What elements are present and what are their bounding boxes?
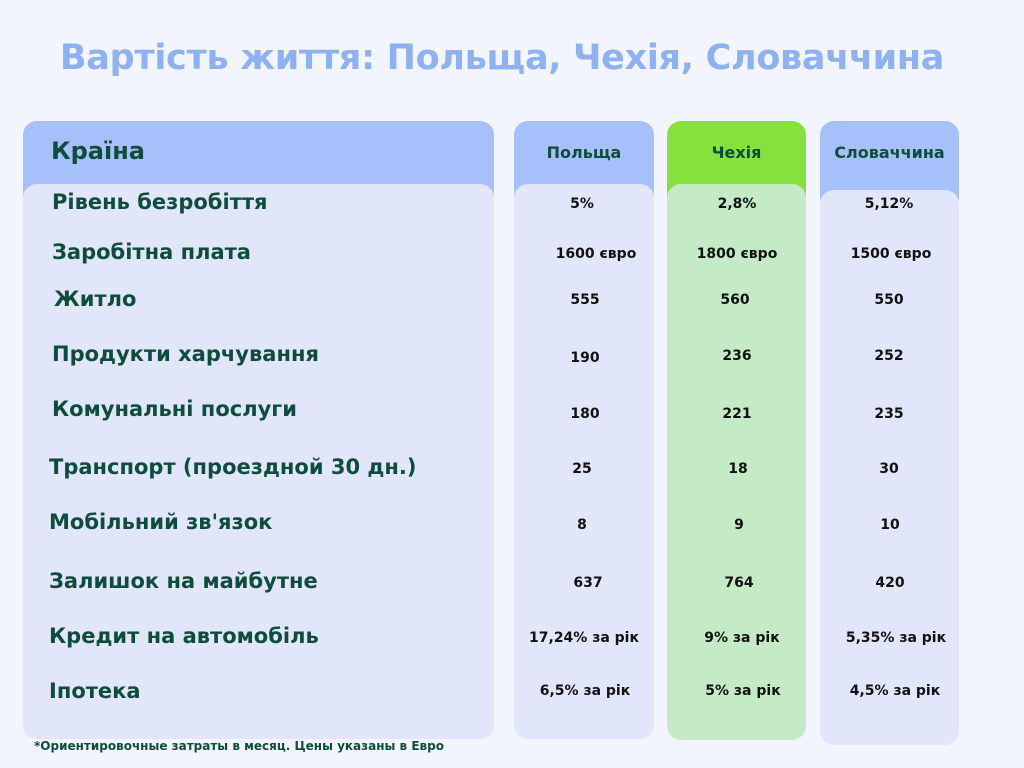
cell-poland-salary: 1600 євро: [555, 246, 637, 262]
row-label-transport: Транспорт (проездной 30 дн.): [49, 455, 417, 479]
header-czechia-label: Чехія: [711, 143, 762, 162]
row-label-salary: Заробітна плата: [52, 240, 251, 264]
header-label-country: Країна: [51, 137, 145, 165]
cell-czechia-utilities: 221: [722, 406, 752, 422]
cell-czechia-unemployment: 2,8%: [717, 196, 757, 212]
cell-slovakia-salary: 1500 євро: [850, 246, 932, 262]
cell-slovakia-transport: 30: [879, 461, 899, 477]
row-label-savings: Залишок на майбутне: [49, 569, 318, 593]
cell-czechia-savings: 764: [724, 575, 754, 591]
row-label-housing: Житло: [54, 287, 137, 311]
cell-slovakia-mortgage: 4,5% за рік: [849, 683, 941, 699]
page-title: Вартість життя: Польща, Чехія, Словаччина: [59, 38, 945, 78]
footnote: *Ориентировочные затраты в месяц. Цены указаны в Евро: [34, 739, 444, 753]
row-label-mobile: Мобільний зв'язок: [49, 510, 273, 534]
cell-poland-mortgage: 6,5% за рік: [539, 683, 631, 699]
cell-slovakia-utilities: 235: [874, 406, 904, 422]
cell-poland-transport: 25: [572, 461, 592, 477]
cell-slovakia-groceries: 252: [874, 348, 904, 364]
cell-slovakia-car-loan: 5,35% за рік: [845, 630, 947, 646]
row-label-utilities: Комунальні послуги: [52, 397, 297, 421]
row-label-car-loan: Кредит на автомобіль: [49, 624, 319, 648]
cell-poland-groceries: 190: [570, 350, 600, 366]
cell-czechia-mobile: 9: [734, 517, 744, 533]
cell-slovakia-housing: 550: [874, 292, 904, 308]
cell-slovakia-mobile: 10: [880, 517, 900, 533]
cell-czechia-salary: 1800 євро: [696, 246, 778, 262]
cell-czechia-groceries: 236: [722, 348, 752, 364]
cell-poland-mobile: 8: [577, 517, 587, 533]
cell-slovakia-unemployment: 5,12%: [864, 196, 914, 212]
cell-poland-savings: 637: [573, 575, 603, 591]
cell-poland-unemployment: 5%: [570, 196, 594, 212]
cell-czechia-transport: 18: [728, 461, 748, 477]
cell-czechia-mortgage: 5% за рік: [705, 683, 781, 699]
cell-slovakia-savings: 420: [875, 575, 905, 591]
cell-poland-utilities: 180: [570, 406, 600, 422]
cell-poland-car-loan: 17,24% за рік: [529, 630, 639, 646]
row-label-mortgage: Іпотека: [49, 679, 141, 703]
row-label-unemployment: Рівень безробіття: [52, 190, 268, 214]
cell-czechia-car-loan: 9% за рік: [704, 630, 780, 646]
header-slovakia-label: Словаччина: [834, 143, 945, 162]
cell-poland-housing: 555: [570, 292, 600, 308]
row-label-groceries: Продукти харчування: [52, 342, 319, 366]
cell-czechia-housing: 560: [720, 292, 750, 308]
header-poland-label: Польща: [546, 143, 622, 162]
